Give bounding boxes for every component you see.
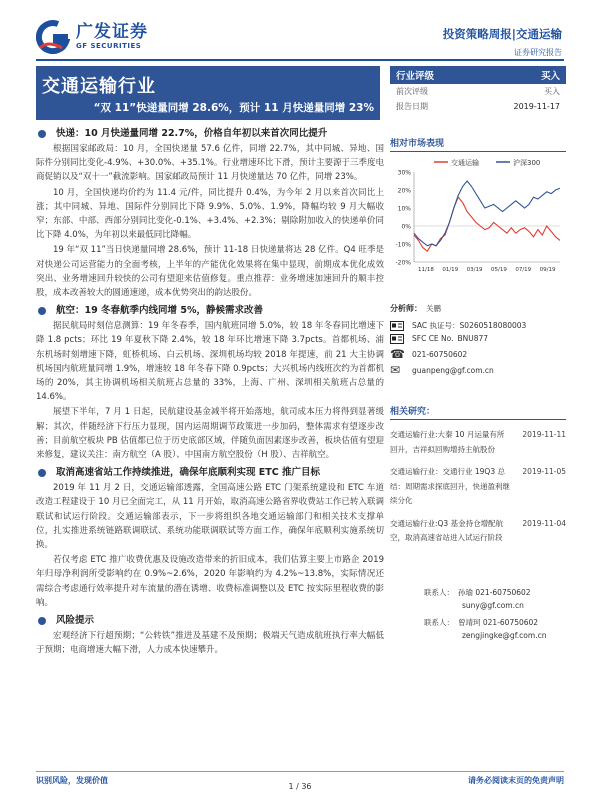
contact-name: 孙瑜 021-60750602 bbox=[458, 588, 531, 597]
title-banner bbox=[36, 66, 380, 120]
report-date-value: 2019-11-17 bbox=[513, 102, 560, 111]
y-tick-label: 0% bbox=[401, 223, 411, 231]
related-item[interactable] bbox=[390, 428, 566, 457]
related-item-date: 2019-11-05 bbox=[522, 467, 566, 476]
series-line bbox=[414, 197, 560, 251]
y-tick-label: 20% bbox=[397, 187, 411, 195]
contact-email[interactable]: zengjingke@gf.com.cn bbox=[462, 631, 547, 640]
report-date-label: 报告日期 bbox=[396, 102, 428, 111]
x-tick-label: 03/19 bbox=[466, 267, 483, 273]
related-item-title: 交通运输行业：交通行业 19Q3 总结：周期需求探底回升，快递盈利继续分化 bbox=[390, 467, 510, 505]
contact-email[interactable]: suny@gf.com.cn bbox=[462, 601, 524, 610]
sfc-label: SFC CE No. bbox=[412, 334, 454, 343]
x-tick-label: 09/19 bbox=[539, 267, 556, 273]
x-tick-label: 05/19 bbox=[491, 267, 507, 273]
paragraph: 展望下半年，7 月 1 日起，民航建设基金减半将开始落地，航司成本压力将得到显著缓解；其次，伴随经济下行压力显现，国内运周期调节政策进一步加码，整体需求有望逐步改善；目前航空板块 PB 估值都已位于历史底部区域，伴随负面因素逐步改善，板块估值有望迎来修复，建议关注：南方航空（A 股）、中国南方航空股份（H 股）、吉祥航空。 bbox=[36, 407, 384, 461]
paragraph: 宏观经济下行超预期；“公转铁”推进及基建不及预期；极端天气造成航班执行率大幅低于预期；电商增速大幅下滑，人力成本快速攀升。 bbox=[36, 631, 384, 656]
sac-label: SAC 执证号： bbox=[412, 321, 460, 330]
bullet-icon bbox=[38, 307, 46, 315]
y-tick-label: -20% bbox=[395, 259, 411, 267]
x-tick-label: 11/18 bbox=[418, 267, 434, 273]
logo-en: GF SECURITIES bbox=[76, 42, 142, 50]
bullet-icon bbox=[38, 469, 46, 477]
main-content bbox=[36, 124, 384, 658]
contact-name: 曾靖珂 021-60750602 bbox=[458, 618, 539, 627]
related-item-title: 交通运输行业:大秦 10 月运量有所回升，吉祥拟回购增持主航股份 bbox=[390, 430, 505, 454]
rating-header bbox=[390, 66, 566, 84]
related-item[interactable] bbox=[390, 465, 566, 509]
report-type: 投资策略周报|交通运输 bbox=[442, 27, 562, 41]
analyst-phone: 021-60750602 bbox=[412, 350, 468, 359]
paragraph: 据民航局时刻信息测算：19 年冬春季，国内航班同增 5.0%，较 18 年冬春同比增速下降 1.8 pcts；环比 19 年夏秋下降 2.4%，较 18 年环比增速下降 3.7pcts。首都机场、浦东机场时刻增速下降，虹桥机场、白云机场、深圳机场均较 2018 年提速，前 21 大主协调机场国内航班量同增 1.9%，增速较 18 年冬春下降 0.9pcts；大兴机场内线班次约为首都机场的 20%，其主协调机场相关航班占总量的 33%，上海、广州、深圳相关航班占总量的 14.6%。 bbox=[36, 321, 384, 403]
paragraph: 10 月，全国快递均价约为 11.4 元/件，同比提升 0.4%，为今年 2 月以来首次同比上涨；其中同城、异地、国际件分别同比下降 9.9%、5.0%、1.9%，降幅均较 9 月大幅收窄；东部、中部、西部分别同比变化-0.1%、+3.4%、+2.3%；剔除附加收入的快递单价同比下降 4.0%，为年初以来最低同比降幅。 bbox=[36, 187, 384, 241]
report-date-row bbox=[390, 99, 566, 114]
relative-performance-chart bbox=[390, 154, 566, 276]
sac-value: S0260518080003 bbox=[459, 321, 527, 330]
phone-icon: ☎ bbox=[390, 347, 405, 361]
paragraph: 根据国家邮政局：10 月，全国快递量 57.6 亿件，同增 22.7%，其中同城、异地、国际件分别同比变化-4.9%、+30.0%、+35.1%。行业增速环比下滑，预计主要源于三季度电商促销以及“双十一”截流影响。国家邮政局预计 11 月快递量达 70 亿件，同增 23%。 bbox=[36, 144, 384, 183]
page-subtitle: “双 11”快递量同增 28.6%，预计 11 月快递量同增 23% bbox=[93, 102, 374, 114]
page-number: 1 / 36 bbox=[288, 782, 312, 791]
chart-title: 相对市场表现 bbox=[390, 136, 566, 152]
paragraph: 若仅考虑 ETC 推广收费优惠及设施改造带来的折旧成本，我们估算主要上市路企 2019 年归母净利润所受影响约在 0.9%~2.6%，2020 年影响约为 4.2%~13.8%，实际情况还需综合考虑通行效率提升对车流量的潜在诱增、收费标准调整以及 ETC 按实际里程收费的影响。 bbox=[36, 555, 384, 608]
rating-label: 行业评级 bbox=[396, 71, 435, 82]
legend-label: 沪深300 bbox=[513, 159, 541, 167]
related-item-date: 2019-11-04 bbox=[522, 518, 566, 528]
y-tick-label: 10% bbox=[397, 205, 411, 213]
page-title: 交通运输行业 bbox=[42, 76, 156, 97]
id-card-icon bbox=[390, 321, 412, 331]
section-etc bbox=[36, 465, 384, 610]
footer-disclaimer: 请务必阅读末页的免责声明 bbox=[468, 776, 564, 785]
section-express bbox=[36, 126, 384, 300]
rating-box bbox=[390, 66, 566, 114]
analyst-email[interactable]: guanpeng@gf.com.cn bbox=[412, 366, 494, 375]
legend-label: 交通运输 bbox=[451, 159, 479, 167]
y-tick-label: 30% bbox=[397, 169, 411, 177]
analyst-panel bbox=[390, 302, 566, 377]
prev-rating-label: 前次评级 bbox=[396, 87, 428, 96]
sfc-value: BNU877 bbox=[457, 334, 489, 343]
related-item-title: 交通运输行业:Q3 基金持仓增配航空，取消高速省站进入试运行阶段 bbox=[390, 518, 504, 542]
analyst-title: 分析师： bbox=[390, 304, 422, 313]
x-tick-label: 07/19 bbox=[515, 267, 532, 273]
prev-rating-value: 买入 bbox=[544, 87, 560, 96]
section-heading: 航空：19 冬春航季内线同增 5%，静候需求改善 bbox=[56, 305, 263, 317]
logo-cn: 广发证券 bbox=[76, 22, 148, 42]
market-chart-panel bbox=[390, 136, 566, 280]
section-heading: 风险提示 bbox=[56, 615, 95, 627]
prev-rating-row bbox=[390, 84, 566, 99]
id-card-icon bbox=[390, 334, 412, 344]
y-tick-label: -10% bbox=[395, 241, 411, 249]
gf-logo-icon bbox=[36, 20, 72, 54]
x-tick-label: 01/19 bbox=[442, 267, 459, 273]
related-item[interactable] bbox=[390, 517, 566, 546]
section-heading: 快递：10 月快递量同增 22.7%，价格自年初以来首次同比提升 bbox=[56, 128, 328, 139]
contact-label: 联系人： bbox=[424, 588, 454, 597]
report-class: 证券研究报告 bbox=[514, 48, 562, 57]
logo bbox=[36, 20, 148, 54]
contact-block bbox=[424, 616, 546, 642]
section-heading: 取消高速省站工作持续推进，确保年底顺利实现 ETC 推广目标 bbox=[56, 467, 321, 479]
series-line bbox=[414, 181, 560, 246]
bullet-icon bbox=[38, 130, 46, 138]
footer-divider bbox=[36, 771, 564, 772]
paragraph: 19 年“双 11”当日快递量同增 28.6%，预计 11-18 日快递量将达 28 亿件。Q4 旺季是对快递公司运营能力的全面考核，上半年的产能优化效果将在集中显现，前期成本优化成效突出、业务增速回升较快的公司有望迎来估值修复。重点推荐：业务增速加速回升的顺丰控股，成本改善较大的圆通速递，成本优势突出的韵达股份。 bbox=[36, 245, 384, 299]
related-research-panel bbox=[390, 404, 566, 546]
section-risk bbox=[36, 613, 384, 657]
contact-block bbox=[424, 586, 531, 612]
related-title: 相关研究： bbox=[390, 404, 566, 420]
contact-label: 联系人： bbox=[424, 618, 454, 627]
email-icon: ✉ bbox=[390, 363, 401, 377]
paragraph: 2019 年 11 月 2 日，交通运输部透露，全国高速公路 ETC 门架系统建设和 ETC 车道改造工程建设于 10 月已全面完工，从 11 月开始，取消高速公路省界收费站工作已转入联调联试和试运行阶段。交通运输部表示，下一步将组织各地交通运输部门和相关技术支撑单位，扎实推进系统链路联调联试、系统功能联调联试等方面工作，确保年底顺利实施系统切换。 bbox=[36, 483, 384, 551]
rating-value: 买入 bbox=[540, 71, 560, 82]
related-item-date: 2019-11-11 bbox=[522, 430, 566, 439]
analyst-name: 关鹏 bbox=[426, 304, 441, 313]
bullet-icon bbox=[38, 617, 46, 625]
footer-slogan: 识别风险，发现价值 bbox=[36, 776, 108, 785]
section-aviation bbox=[36, 303, 384, 462]
header-divider bbox=[36, 59, 564, 61]
